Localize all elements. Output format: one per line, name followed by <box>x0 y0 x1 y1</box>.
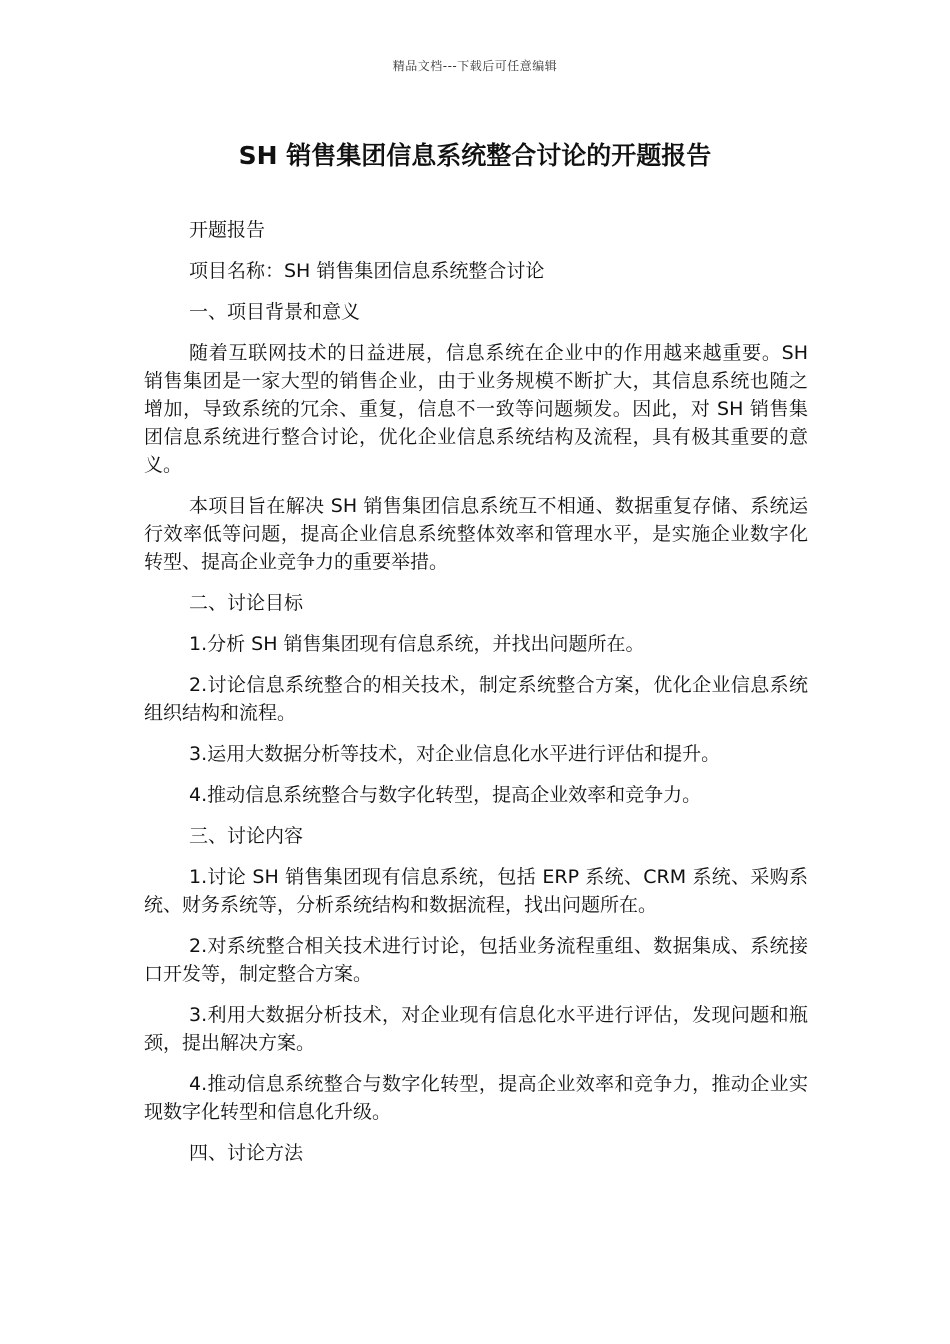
section-heading-content: 三、讨论内容 <box>189 825 304 847</box>
document-title: SH 销售集团信息系统整合讨论的开题报告 <box>238 141 712 170</box>
goal-item-1: 1.分析 SH 销售集团现有信息系统，并找出问题所在。 <box>189 633 645 655</box>
background-paragraph-1: 随着互联网技术的日益进展，信息系统在企业中的作用越来越重要。SH 销售集团是一家大型的销售企业，由于业务规模不断扩大，其信息系统也随之增加，导致系统的冗余、重复，信息不一致等问题频发。因此，对 SH 销售集团信息系统进行整合讨论，优化企业信息系统结构及流程，具有极其重要的意义。 <box>144 342 808 476</box>
background-paragraph-2: 本项目旨在解决 SH 销售集团信息系统互不相通、数据重复存储、系统运行效率低等问题，提高企业信息系统整体效率和管理水平，是实施企业数字化转型、提高企业竞争力的重要举措。 <box>144 495 808 573</box>
section-heading-background: 一、项目背景和意义 <box>189 301 361 323</box>
goal-item-3: 3.运用大数据分析等技术，对企业信息化水平进行评估和提升。 <box>189 743 721 765</box>
report-label: 开题报告 <box>189 219 266 241</box>
document-body <box>144 216 808 1180</box>
project-name: 项目名称：SH 销售集团信息系统整合讨论 <box>189 260 545 282</box>
header-note: 精品文档---下载后可任意编辑 <box>392 59 558 73</box>
section-heading-goals: 二、讨论目标 <box>189 592 304 614</box>
goal-item-4: 4.推动信息系统整合与数字化转型，提高企业效率和竞争力。 <box>189 784 702 806</box>
content-item-1: 1.讨论 SH 销售集团现有信息系统，包括 ERP 系统、CRM 系统、采购系统、财务系统等，分析系统结构和数据流程，找出问题所在。 <box>144 866 808 916</box>
content-item-4: 4.推动信息系统整合与数字化转型，提高企业效率和竞争力，推动企业实现数字化转型和信息化升级。 <box>144 1073 808 1123</box>
goal-item-2: 2.讨论信息系统整合的相关技术，制定系统整合方案，优化企业信息系统组织结构和流程。 <box>144 674 808 724</box>
content-item-3: 3.利用大数据分析技术，对企业现有信息化水平进行评估，发现问题和瓶颈，提出解决方案。 <box>144 1004 808 1054</box>
content-item-2: 2.对系统整合相关技术进行讨论，包括业务流程重组、数据集成、系统接口开发等，制定整合方案。 <box>144 935 808 985</box>
section-heading-methods: 四、讨论方法 <box>189 1142 304 1164</box>
